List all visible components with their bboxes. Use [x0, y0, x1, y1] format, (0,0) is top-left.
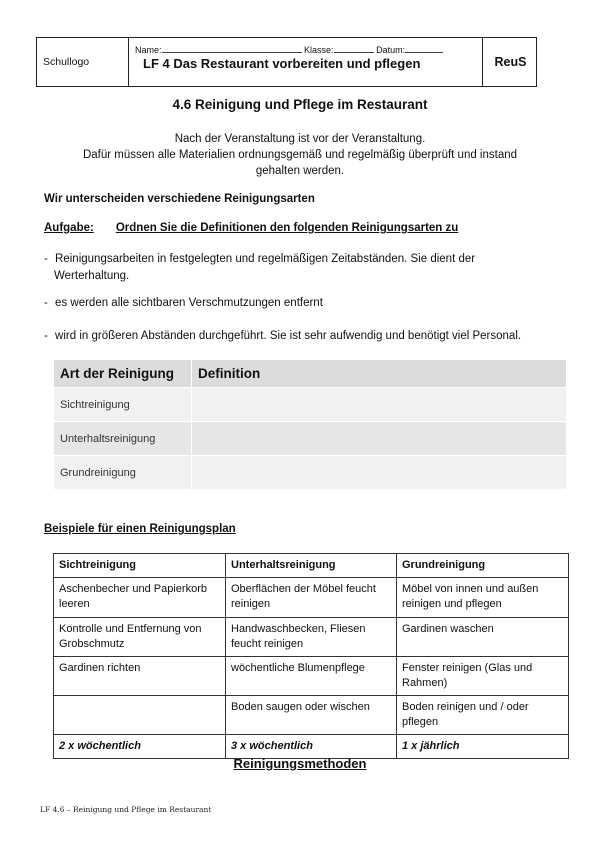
cleaning-types-heading: Wir unterscheiden verschiedene Reinigungsarten	[44, 193, 315, 205]
worksheet-header	[36, 37, 537, 87]
col-unterhaltsreinigung: Unterhaltsreinigung	[226, 554, 397, 578]
intro-line-1: Nach der Veranstaltung ist vor der Veranstaltung.	[174, 133, 426, 145]
lernfeld-title: LF 4 Das Restaurant vorbereiten und pflegen	[143, 56, 421, 71]
art-cell: Grundreinigung	[54, 456, 192, 490]
table-row	[54, 657, 569, 696]
methods-heading: Reinigungsmethoden	[233, 756, 367, 771]
intro-line-2: Dafür müssen alle Materialien ordnungsgemäß und regelmäßig überprüft und instand	[82, 149, 518, 161]
col-art: Art der Reinigung	[54, 360, 192, 388]
task-text: Ordnen Sie die Definitionen den folgenden Reinigungsarten zu	[115, 222, 459, 234]
bullet-dash: -	[44, 297, 48, 309]
table-cell: Gardinen waschen	[397, 618, 569, 657]
table-cell: Fenster reinigen (Glas und Rahmen)	[397, 657, 569, 696]
art-cell: Unterhaltsreinigung	[54, 422, 192, 456]
table-row	[54, 422, 567, 456]
school-logo-placeholder: Schullogo	[43, 56, 90, 68]
definition-text: es werden alle sichtbaren Verschmutzungen entfernt	[55, 297, 323, 309]
definition-text: wird in größeren Abständen durchgeführt. Sie ist sehr aufwendig und benötigt viel Personal.	[55, 330, 522, 342]
school-logo-cell	[37, 38, 129, 86]
table-row	[54, 578, 569, 618]
plan-header-row	[54, 554, 569, 578]
col-definition: Definition	[192, 360, 567, 388]
col-grundreinigung: Grundreinigung	[397, 554, 569, 578]
definition-answer-cell[interactable]	[192, 388, 567, 422]
table-cell: Kontrolle und Entfernung von Grobschmutz	[54, 618, 226, 657]
table-cell: Oberflächen der Möbel feucht reinigen	[226, 578, 397, 618]
table-row	[54, 696, 569, 735]
page-footer: LF 4.6 – Reinigung und Pflege im Restaurant	[40, 805, 212, 814]
frequency-cell: 3 x wöchentlich	[226, 735, 397, 759]
art-cell: Sichtreinigung	[54, 388, 192, 422]
definition-text: Reinigungsarbeiten in festgelegten und regelmäßigen Zeitabständen. Sie dient der	[55, 253, 476, 265]
table-cell: wöchentliche Blumenpflege	[226, 657, 397, 696]
definition-item	[44, 295, 564, 312]
definition-answer-cell[interactable]	[192, 422, 567, 456]
assignment-header-row	[54, 360, 567, 388]
plan-heading: Beispiele für einen Reinigungsplan	[44, 523, 236, 535]
table-cell: Boden saugen oder wischen	[226, 696, 397, 735]
assignment-table	[53, 359, 567, 490]
task-label: Aufgabe:	[44, 222, 94, 234]
col-sichtreinigung: Sichtreinigung	[54, 554, 226, 578]
frequency-row	[54, 735, 569, 759]
intro-line-3: gehalten werden.	[255, 165, 345, 177]
definition-text-cont: Werterhaltung.	[54, 270, 130, 282]
table-row	[54, 388, 567, 422]
section-title: 4.6 Reinigung und Pflege im Restaurant	[172, 97, 428, 112]
name-label: Name:	[135, 45, 162, 55]
table-cell: Aschenbecher und Papierkorb leeren	[54, 578, 226, 618]
bullet-dash: -	[44, 253, 48, 265]
task-line	[44, 222, 458, 234]
klasse-line[interactable]	[334, 43, 374, 53]
klasse-label: Klasse:	[304, 45, 334, 55]
table-row	[54, 618, 569, 657]
table-cell: Handwaschbecken, Fliesen feucht reinigen	[226, 618, 397, 657]
definition-answer-cell[interactable]	[192, 456, 567, 490]
table-cell: Möbel von innen und außen reinigen und pflegen	[397, 578, 569, 618]
intro-text	[36, 131, 564, 179]
definition-item	[44, 251, 564, 285]
course-code: ReuS	[494, 55, 527, 69]
cleaning-plan-table	[53, 553, 569, 759]
name-line[interactable]	[162, 43, 302, 53]
table-cell: Boden reinigen und / oder pflegen	[397, 696, 569, 735]
datum-line[interactable]	[405, 43, 443, 53]
definition-item	[44, 328, 584, 345]
frequency-cell: 1 x jährlich	[397, 735, 569, 759]
datum-label: Datum:	[376, 45, 406, 55]
table-cell: Gardinen richten	[54, 657, 226, 696]
bullet-dash: -	[44, 330, 48, 342]
header-title-cell	[129, 38, 483, 86]
frequency-cell: 2 x wöchentlich	[54, 735, 226, 759]
table-cell	[54, 696, 226, 735]
table-row	[54, 456, 567, 490]
name-class-date-row	[135, 43, 443, 55]
